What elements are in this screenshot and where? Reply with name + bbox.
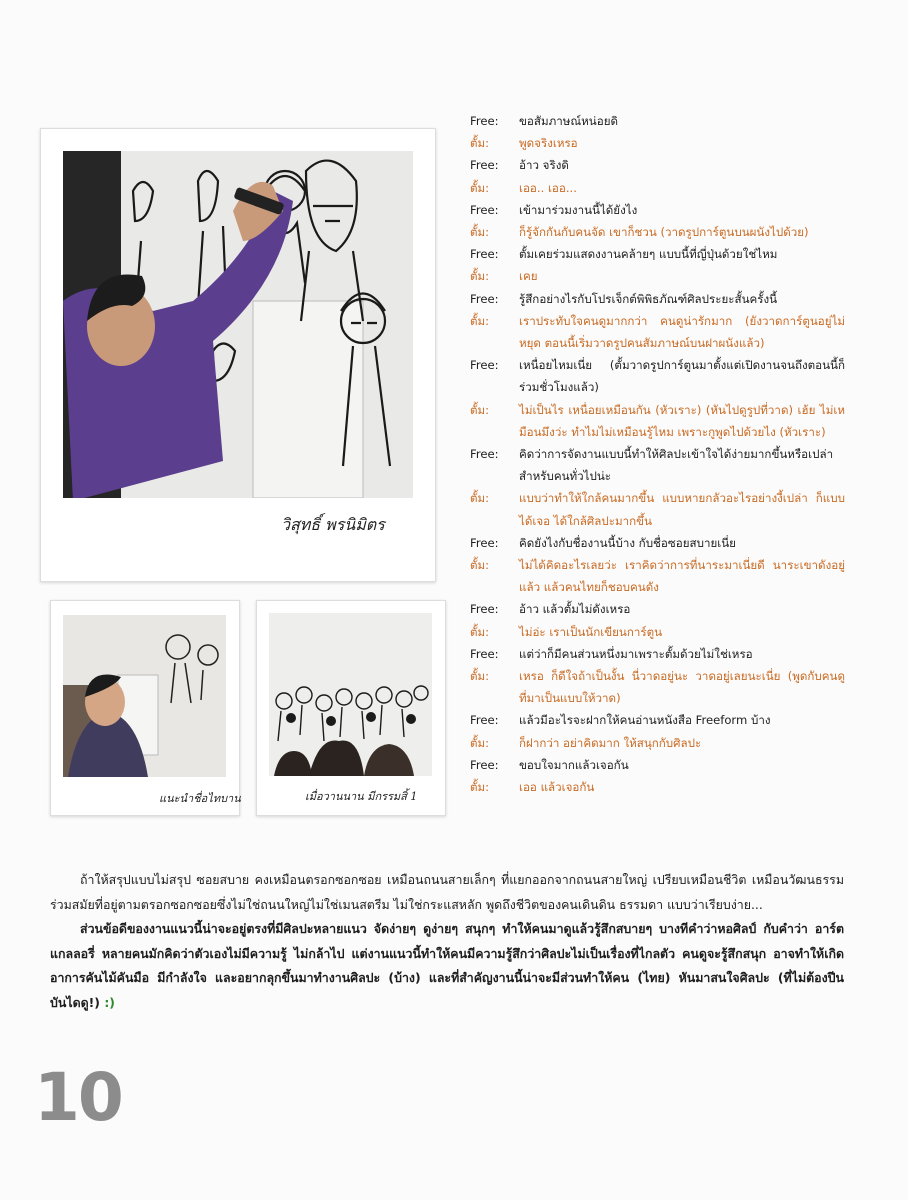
- line-text: แบบว่าทำให้ใกล้คนมากขึ้น แบบหายกลัวอะไรอย่างงี้เปล่า ก็แบบได้เจอ ได้ใกล้ศิลปะมากขึ้น: [519, 491, 845, 528]
- line-text: เคย: [519, 269, 538, 284]
- speaker-label: Free:: [470, 291, 499, 306]
- interview-line: [470, 199, 845, 221]
- line-text: แล้วมีอะไรจะฝากให้คนอ่านหนังสือ Freeform บ้าง: [519, 713, 771, 728]
- line-text: ขอบใจมากแล้วเจอกัน: [519, 757, 629, 772]
- interview-line: [470, 754, 845, 776]
- small-photo-frame-right: [256, 600, 446, 816]
- speaker-label: ตั้ม:: [470, 269, 490, 284]
- speaker-label: ตั้ม:: [470, 225, 490, 240]
- speaker-label: Free:: [470, 247, 499, 262]
- line-text: เหนื่อยไหมเนี่ย (ตั้มวาดรูปการ์ตูนมาตั้งแต่เปิดงานจนถึงตอนนี้ก็ร่วมชั่วโมงแล้ว): [519, 358, 845, 395]
- speaker-label: ตั้ม:: [470, 735, 490, 750]
- interview-line: [470, 154, 845, 176]
- line-text: เข้ามาร่วมงานนี้ได้ยังไง: [519, 202, 638, 217]
- interview-line: [470, 776, 845, 798]
- line-text: พูดจริงเหรอ: [519, 136, 578, 151]
- interview-line: [470, 554, 845, 598]
- interview-line: [470, 177, 845, 199]
- speaker-label: Free:: [470, 114, 499, 128]
- line-text: อ้าว แล้วตั้มไม่ดังเหรอ: [519, 602, 631, 617]
- line-text: เราประทับใจคนดูมากกว่า คนดูน่ารักมาก (ยังวาดการ์ตูนอยู่ไม่หยุด ตอนนี้เริ่มวาดรูปคนสัมภาษณ์บนฝาผนังแล้ว): [519, 313, 845, 351]
- line-text: ก็ฝากว่า อย่าคิดมาก ให้สนุกกับศิลปะ: [519, 735, 702, 750]
- interview-line: [470, 243, 845, 265]
- artist-drawing-illustration: [63, 151, 413, 498]
- speaker-label: Free:: [470, 602, 499, 617]
- speaker-label: ตั้ม:: [470, 136, 490, 151]
- speaker-label: Free:: [470, 358, 499, 373]
- line-text: เออ แล้วเจอกัน: [519, 780, 595, 795]
- interview-line: [470, 665, 845, 709]
- line-text: คิดว่าการจัดงานแบบนี้ทำให้ศิลปะเข้าใจได้ง่ายมากขึ้นหรือเปล่า สำหรับคนทั่วไปน่ะ: [519, 447, 834, 484]
- speaker-label: Free:: [470, 713, 499, 728]
- interview-line: [470, 532, 845, 554]
- speaker-label: ตั้ม:: [470, 313, 490, 328]
- interview-line: [470, 288, 845, 310]
- interview-line: [470, 643, 845, 665]
- body-paragraph-2-text: ส่วนข้อดีของงานแนวนี้น่าจะอยู่ตรงที่มีศิลปะหลายแนว จัดง่ายๆ ดูง่ายๆ สนุกๆ ทำให้คนมาดูแล้วรู้สึกสบายๆ บางทีคำว่าหอศิลป์ กับคำว่า อาร์ตแกลลอรี่ หลายคนมักคิดว่าตัวเองไม่มีความรู้ ไม่กล้าไป แต่งานแนวนี้ทำให้คนมีความรู้สึกว่าศิลปะไม่เป็นเรื่องที่ไกลตัว คนดูจะรู้สึกสนุก อาจทำให้เกิดอาการคันไม้คันมือ มีกำลังใจ และอยากลุกขึ้นมาทำงานศิลปะ (บ้าง) และที่สำคัญงานนี้น่าจะมีส่วนทำให้คน (ไทย) หันมาสนใจศิลปะ (ที่ไม่ต้องปีนบันไดดู!): [50, 921, 844, 1010]
- small-photo-frame-left: [50, 600, 240, 816]
- interview-line: [470, 487, 845, 531]
- interview-line: [470, 709, 845, 731]
- speaker-label: ตั้ม:: [470, 624, 490, 639]
- article-body: [50, 868, 844, 1015]
- line-text: ไม่ได้คิดอะไรเลยว่ะ เราคิดว่าการที่นาระมาเนี่ยดี นาระเขาดังอยู่แล้ว แล้วคนไทยก็ชอบคนดัง: [519, 558, 845, 595]
- interview-line: [470, 399, 845, 443]
- page-number: 10: [34, 1059, 122, 1136]
- body-paragraph-1: ถ้าให้สรุปแบบไม่สรุป ซอยสบาย คงเหมือนตรอกซอกซอย เหมือนถนนสายเล็กๆ ที่แยกออกจากถนนสายใหญ่ เปรียบเหมือนชีวิต เหมือนวัฒนธรรมร่วมสมัยที่อยู่ตามตรอกซอกซอยซึ่งไม่ใช่ถนนใหญ่ไม่ใช่เมนสตรีม ไม่ใช่กระแสหลัก พูดถึงชีวิตของคนเดินดิน ธรรมดา แบบว่าเรียบง่าย...: [50, 872, 844, 912]
- smiling-man-illustration: [63, 615, 226, 777]
- interview-line: [470, 621, 845, 643]
- small-photo-left-caption: แนะนำชื่อไทบาน: [159, 792, 241, 805]
- interview-transcript: [470, 110, 845, 798]
- line-text: ขอสัมภาษณ์หน่อยดิ: [519, 114, 619, 128]
- line-text: อ้าว จริงดิ: [519, 158, 569, 173]
- line-text: รู้สึกอย่างไรกับโปรเจ็กต์พิพิธภัณฑ์ศิลประยะสั้นครั้งนี้: [519, 291, 778, 306]
- line-text: คิดยังไงกับชื่องานนี้บ้าง กับชื่อซอยสบายเนี่ย: [519, 535, 736, 550]
- interview-line: [470, 132, 845, 154]
- speaker-label: ตั้ม:: [470, 558, 490, 573]
- line-text: ก็รู้จักกันกับคนจัด เขาก็ชวน (วาดรูปการ์ตูนบนผนังไปด้วย): [519, 225, 809, 240]
- interview-line: [470, 110, 845, 132]
- line-text: ตั้มเคยร่วมแสดงงานคล้ายๆ แบบนี้ที่ญี่ปุ่นด้วยใช่ไหม: [519, 247, 778, 262]
- body-paragraph-2: [50, 917, 844, 1015]
- interview-line: [470, 732, 845, 754]
- main-photo-caption: วิสุทธิ์ พรนิมิตร: [281, 515, 385, 534]
- smiling-man-photo: [63, 615, 226, 777]
- small-photo-right-caption: เมื่อวานนาน มีกรรมสิ้ 1: [305, 790, 418, 803]
- mural-crowd-photo: [269, 613, 432, 776]
- speaker-label: ตั้ม:: [470, 491, 490, 506]
- interview-line: [470, 443, 845, 487]
- speaker-label: Free:: [470, 646, 499, 661]
- speaker-label: Free:: [470, 202, 499, 217]
- speaker-label: Free:: [470, 158, 499, 173]
- speaker-label: Free:: [470, 447, 499, 462]
- smiley-emoticon: :): [104, 994, 115, 1010]
- speaker-label: ตั้ม:: [470, 669, 490, 684]
- interview-line: [470, 354, 845, 398]
- line-text: เออ.. เออ...: [519, 180, 577, 195]
- line-text: เหรอ ก็ดีใจถ้าเป็นงั้น นี่วาดอยู่นะ วาดอยู่เลยนะเนี่ย (พูดกับคนดูที่มาเป็นแบบให้วาด): [519, 669, 845, 706]
- speaker-label: Free:: [470, 757, 499, 772]
- speaker-label: Free:: [470, 535, 499, 550]
- interview-line: [470, 265, 845, 287]
- line-text: ไม่อ่ะ เราเป็นนักเขียนการ์ตูน: [519, 624, 663, 639]
- line-text: แต่ว่าก็มีคนส่วนหนึ่งมาเพราะตั้มด้วยไม่ใช่เหรอ: [519, 646, 753, 661]
- artist-drawing-photo: [63, 151, 413, 498]
- speaker-label: ตั้ม:: [470, 402, 490, 417]
- mural-crowd-illustration: [269, 613, 432, 776]
- interview-line: [470, 221, 845, 243]
- line-text: ไม่เป็นไร เหนื่อยเหมือนกัน (หัวเราะ) (หันไปดูรูปที่วาด) เฮ้ย ไม่เหมือนมึงว่ะ ทำไมไม่เหมือนรู้ไหม เพราะกูพูดไปด้วยไง (หัวเราะ): [519, 402, 845, 439]
- main-photo-frame: [40, 128, 436, 582]
- speaker-label: ตั้ม:: [470, 180, 490, 195]
- interview-line: [470, 598, 845, 620]
- interview-line: [470, 310, 845, 354]
- speaker-label: ตั้ม:: [470, 780, 490, 795]
